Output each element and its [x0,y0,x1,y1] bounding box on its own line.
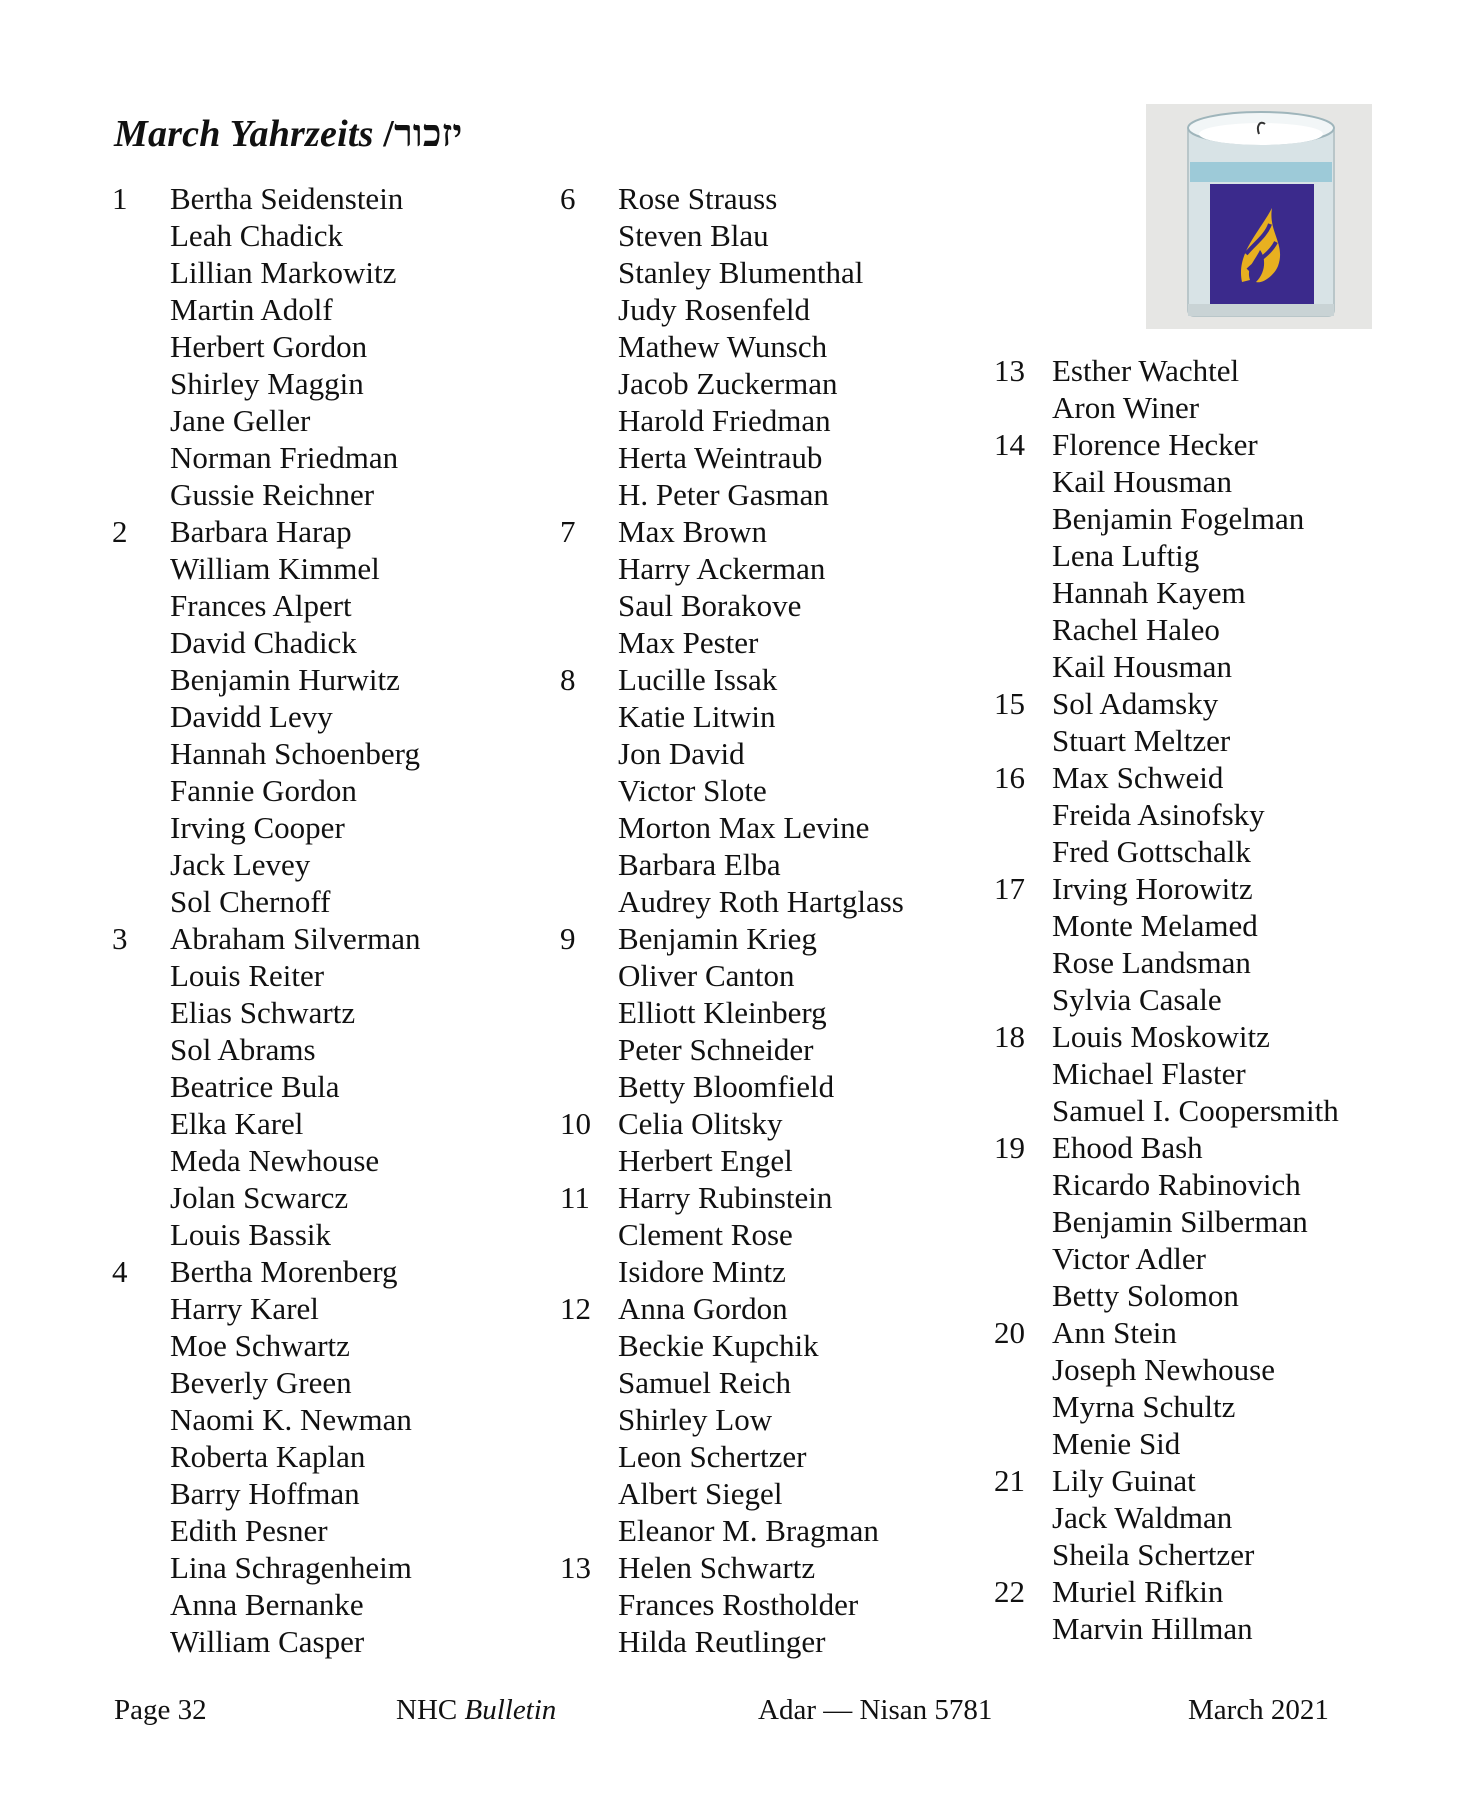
name-entry: Benjamin Krieg [618,921,817,956]
name-entry: Victor Slote [618,773,767,808]
name-entry: Gussie Reichner [170,477,375,512]
day-number: 6 [560,181,576,216]
name-entry: Lily Guinat [1052,1463,1196,1498]
name-entry: Kail Housman [1052,464,1232,499]
name-entry: Naomi K. Newman [170,1402,412,1437]
name-list [618,1290,879,1549]
day-group [994,352,1339,426]
title-hebrew: /יזכור [383,113,463,155]
name-entry: Audrey Roth Hartglass [618,884,904,919]
title-text: March Yahrzeits [114,113,374,155]
name-entry: Barry Hoffman [170,1476,360,1511]
name-entry: Marvin Hillman [1052,1611,1253,1646]
candle-glass-band [1190,162,1332,182]
name-entry: Louis Reiter [170,958,325,993]
name-entry: Lucille Issak [618,662,778,697]
name-list [618,1549,858,1660]
name-entry: Elliott Kleinberg [618,995,827,1030]
name-entry: Max Pester [618,625,759,660]
day-number: 4 [112,1254,128,1289]
name-entry: Irving Cooper [170,810,345,845]
day-number: 13 [560,1550,591,1585]
name-list [1052,870,1258,1018]
day-number: 12 [560,1291,591,1326]
day-group [560,1105,904,1179]
name-entry: Roberta Kaplan [170,1439,366,1474]
day-group [560,1290,904,1549]
name-list [1052,1129,1308,1314]
name-entry: Abraham Silverman [170,921,421,956]
name-entry: Samuel I. Coopersmith [1052,1093,1339,1128]
name-entry: Stuart Meltzer [1052,723,1231,758]
name-entry: Ehood Bash [1052,1130,1203,1165]
name-entry: Menie Sid [1052,1426,1181,1461]
name-entry: Katie Litwin [618,699,776,734]
name-list [618,920,834,1105]
name-entry: Aron Winer [1052,390,1200,425]
name-entry: Elias Schwartz [170,995,356,1030]
name-entry: Rose Landsman [1052,945,1251,980]
name-entry: Shirley Maggin [170,366,364,401]
name-entry: Freida Asinofsky [1052,797,1265,832]
name-entry: Muriel Rifkin [1052,1574,1224,1609]
name-entry: Mathew Wunsch [618,329,828,364]
name-entry: Harry Rubinstein [618,1180,833,1215]
name-entry: Harold Friedman [618,403,831,438]
name-list [618,1179,832,1290]
name-list [1052,1573,1253,1647]
name-entry: Hannah Schoenberg [170,736,420,771]
name-entry: Betty Bloomfield [618,1069,835,1104]
footer-date: March 2021 [1188,1694,1329,1726]
day-number: 7 [560,514,576,549]
name-entry: Louis Moskowitz [1052,1019,1270,1054]
name-entry: Frances Rostholder [618,1587,859,1622]
name-list [1052,1314,1275,1462]
name-entry: Beatrice Bula [170,1069,340,1104]
day-number: 9 [560,921,576,956]
name-list [1052,1462,1254,1573]
name-entry: Peter Schneider [618,1032,814,1067]
day-number: 20 [994,1315,1025,1350]
day-number: 17 [994,871,1025,906]
name-entry: Kail Housman [1052,649,1232,684]
name-entry: Sheila Schertzer [1052,1537,1255,1572]
day-group [994,685,1339,759]
yahrzeit-column-2 [560,180,904,1660]
name-entry: Lena Luftig [1052,538,1200,573]
day-group [994,1462,1339,1573]
day-number: 3 [112,921,128,956]
day-group [994,426,1339,685]
name-entry: Davidd Levy [170,699,333,734]
name-entry: Sylvia Casale [1052,982,1222,1017]
footer-hebrew-date: Adar — Nisan 5781 [758,1694,993,1726]
day-group [994,1129,1339,1314]
name-entry: Jacob Zuckerman [618,366,838,401]
name-entry: Jane Geller [170,403,311,438]
name-entry: Max Schweid [1052,760,1224,795]
name-entry: Albert Siegel [618,1476,783,1511]
name-entry: Max Brown [618,514,767,549]
name-entry: Jack Waldman [1052,1500,1233,1535]
day-group [560,1179,904,1290]
footer-page-number: Page 32 [114,1694,207,1726]
day-group [112,920,421,1253]
name-list [1052,759,1265,870]
day-number: 21 [994,1463,1025,1498]
name-entry: Beverly Green [170,1365,352,1400]
yahrzeit-column-1 [112,180,421,1660]
name-list [170,1253,412,1660]
name-entry: Victor Adler [1052,1241,1206,1276]
name-entry: William Casper [170,1624,365,1659]
name-entry: Herta Weintraub [618,440,823,475]
name-entry: Lillian Markowitz [170,255,397,290]
name-entry: Beckie Kupchik [618,1328,819,1363]
name-entry: Steven Blau [618,218,769,253]
name-entry: Sol Abrams [170,1032,316,1067]
name-entry: Helen Schwartz [618,1550,816,1585]
day-number: 19 [994,1130,1025,1165]
name-entry: Sol Adamsky [1052,686,1219,721]
name-entry: Benjamin Hurwitz [170,662,400,697]
name-entry: Irving Horowitz [1052,871,1253,906]
name-entry: Bertha Morenberg [170,1254,398,1289]
name-entry: David Chadick [170,625,357,660]
name-entry: Myrna Schultz [1052,1389,1236,1424]
day-number: 8 [560,662,576,697]
name-entry: Florence Hecker [1052,427,1258,462]
name-entry: Fred Gottschalk [1052,834,1251,869]
name-entry: Frances Alpert [170,588,352,623]
day-group [112,513,421,920]
name-entry: Jack Levey [170,847,311,882]
yahrzeit-column-3 [994,352,1339,1647]
day-group [112,1253,421,1660]
name-entry: Martin Adolf [170,292,333,327]
name-entry: Oliver Canton [618,958,795,993]
name-entry: Betty Solomon [1052,1278,1239,1313]
name-entry: Herbert Engel [618,1143,793,1178]
page-title [114,112,463,156]
name-entry: Judy Rosenfeld [618,292,811,327]
name-entry: Moe Schwartz [170,1328,350,1363]
name-entry: Shirley Low [618,1402,773,1437]
day-group [560,513,904,661]
name-entry: Elka Karel [170,1106,304,1141]
day-group [994,870,1339,1018]
name-entry: Hilda Reutlinger [618,1624,826,1659]
day-number: 14 [994,427,1025,462]
name-entry: Louis Bassik [170,1217,332,1252]
name-list [170,180,403,513]
name-list [618,1105,793,1179]
name-entry: Rose Strauss [618,181,778,216]
day-number: 11 [560,1180,590,1215]
name-entry: Benjamin Fogelman [1052,501,1305,536]
day-group [994,1018,1339,1129]
name-list [1052,1018,1339,1129]
name-entry: Lina Schragenheim [170,1550,412,1585]
name-entry: Anna Gordon [618,1291,788,1326]
name-entry: Ann Stein [1052,1315,1177,1350]
name-entry: Norman Friedman [170,440,399,475]
name-entry: Harry Ackerman [618,551,826,586]
name-entry: Anna Bernanke [170,1587,364,1622]
name-list [1052,352,1239,426]
day-number: 18 [994,1019,1025,1054]
day-group [112,180,421,513]
footer-publication-name: Bulletin [464,1694,557,1726]
name-entry: Michael Flaster [1052,1056,1246,1091]
day-group [994,759,1339,870]
name-entry: Monte Melamed [1052,908,1258,943]
day-number: 16 [994,760,1025,795]
day-number: 13 [994,353,1025,388]
name-entry: Samuel Reich [618,1365,792,1400]
name-entry: Sol Chernoff [170,884,331,919]
name-entry: Leon Schertzer [618,1439,807,1474]
name-entry: Jon David [618,736,745,771]
name-entry: Eleanor M. Bragman [618,1513,879,1548]
name-entry: Isidore Mintz [618,1254,786,1289]
footer-publication [396,1694,556,1727]
day-group [560,920,904,1105]
name-entry: Barbara Harap [170,514,352,549]
name-entry: Edith Pesner [170,1513,328,1548]
day-number: 22 [994,1574,1025,1609]
name-entry: Esther Wachtel [1052,353,1240,388]
name-list [1052,685,1230,759]
name-entry: Hannah Kayem [1052,575,1246,610]
day-number: 2 [112,514,128,549]
name-entry: Morton Max Levine [618,810,870,845]
name-entry: Ricardo Rabinovich [1052,1167,1301,1202]
name-entry: Herbert Gordon [170,329,368,364]
name-entry: Celia Olitsky [618,1106,783,1141]
name-list [618,661,904,920]
name-entry: Saul Borakove [618,588,802,623]
candle-wax-top [1199,123,1323,145]
day-number: 10 [560,1106,591,1141]
name-list [1052,426,1304,685]
day-group [560,661,904,920]
day-group [994,1314,1339,1462]
name-list [618,513,825,661]
memorial-candle-image [1146,104,1372,329]
candle-base-shadow [1188,304,1334,316]
name-entry: Meda Newhouse [170,1143,380,1178]
name-list [618,180,863,513]
day-group [560,180,904,513]
name-entry: H. Peter Gasman [618,477,829,512]
name-entry: Leah Chadick [170,218,344,253]
name-entry: William Kimmel [170,551,380,586]
footer-publication-prefix: NHC [396,1694,458,1726]
name-entry: Joseph Newhouse [1052,1352,1275,1387]
name-entry: Harry Karel [170,1291,319,1326]
name-entry: Clement Rose [618,1217,793,1252]
name-entry: Jolan Scwarcz [170,1180,349,1215]
name-entry: Barbara Elba [618,847,781,882]
name-entry: Benjamin Silberman [1052,1204,1308,1239]
name-entry: Bertha Seidenstein [170,181,404,216]
day-number: 15 [994,686,1025,721]
day-group [994,1573,1339,1647]
name-list [170,920,421,1253]
name-entry: Rachel Haleo [1052,612,1220,647]
day-number: 1 [112,181,128,216]
name-entry: Fannie Gordon [170,773,357,808]
name-list [170,513,420,920]
day-group [560,1549,904,1660]
name-entry: Stanley Blumenthal [618,255,864,290]
